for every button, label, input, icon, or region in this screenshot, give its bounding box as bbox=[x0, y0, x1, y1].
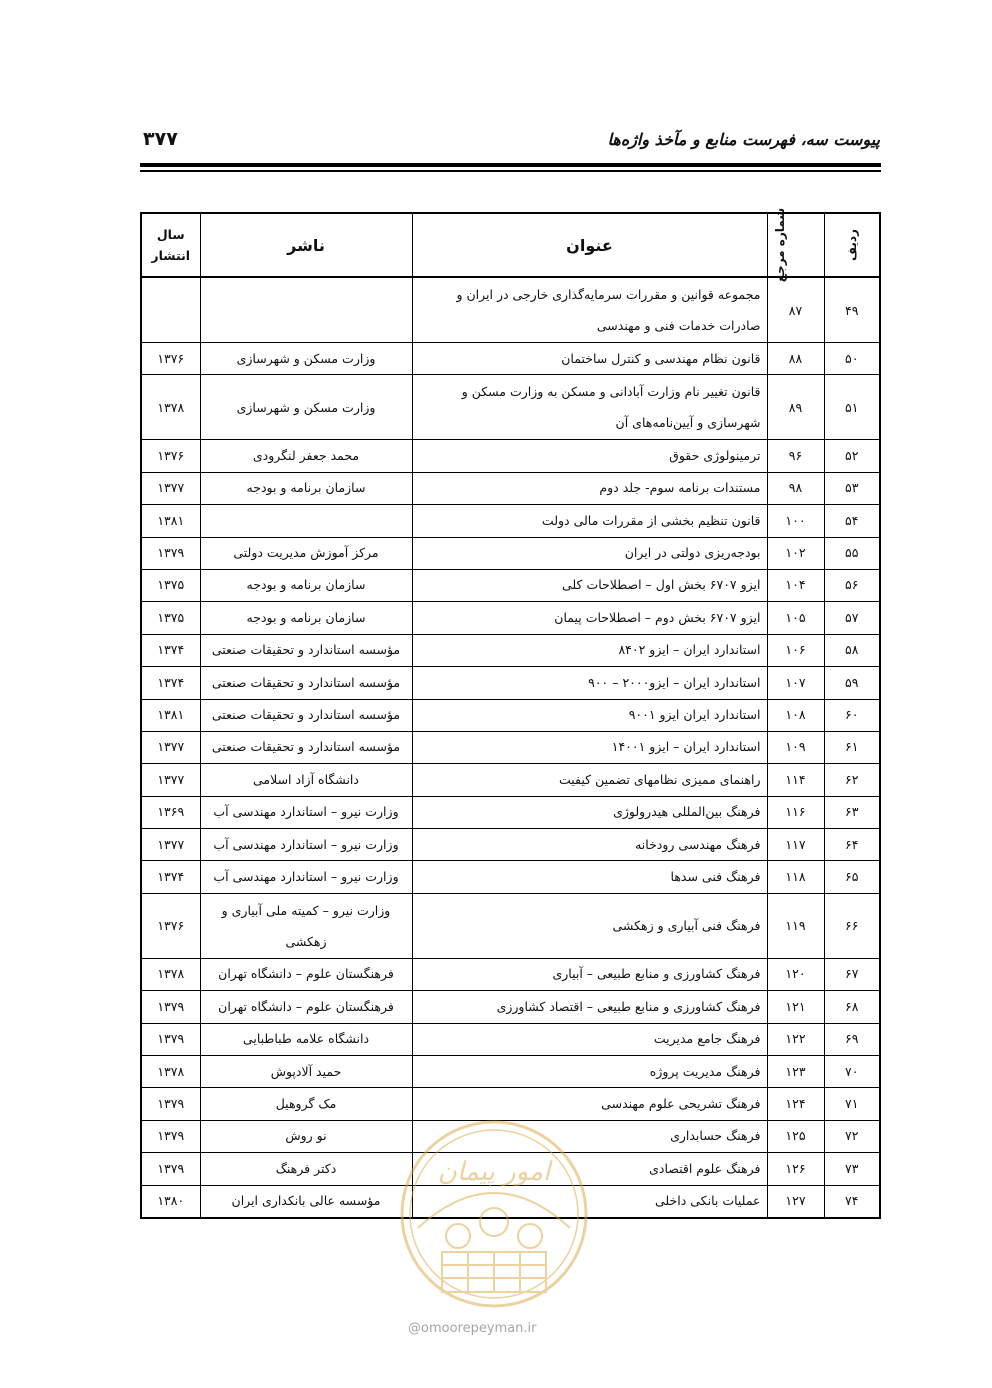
table-row bbox=[141, 277, 880, 343]
cell-title: فرهنگ علوم اقتصادی bbox=[412, 1153, 767, 1185]
cell-ref-number: ۱۰۲ bbox=[767, 537, 824, 569]
table-row bbox=[141, 1120, 880, 1152]
table-row bbox=[141, 1056, 880, 1088]
cell-ref-number: ۱۰۵ bbox=[767, 602, 824, 634]
cell-year: ۱۳۷۴ bbox=[141, 667, 200, 699]
column-header-ref: شماره مرجع bbox=[767, 213, 824, 277]
cell-ref-number: ۱۲۷ bbox=[767, 1185, 824, 1218]
table-row bbox=[141, 634, 880, 666]
cell-title: فرهنگ فنی سدها bbox=[412, 861, 767, 893]
cell-title: ایزو ۶۷۰۷ بخش دوم – اصطلاحات پیمان bbox=[412, 602, 767, 634]
cell-title: قانون نظام مهندسی و کنترل ساختمان bbox=[412, 343, 767, 375]
cell-row-number: ۶۳ bbox=[824, 796, 880, 828]
cell-title: استاندارد ایران – ایزو ۸۴۰۲ bbox=[412, 634, 767, 666]
cell-ref-number: ۱۰۰ bbox=[767, 505, 824, 537]
cell-title: فرهنگ مدیریت پروژه bbox=[412, 1056, 767, 1088]
cell-year: ۱۳۷۹ bbox=[141, 537, 200, 569]
cell-year: ۱۳۷۹ bbox=[141, 991, 200, 1023]
cell-year: ۱۳۷۹ bbox=[141, 1120, 200, 1152]
cell-row-number: ۶۰ bbox=[824, 699, 880, 731]
cell-year: ۱۳۷۷ bbox=[141, 731, 200, 763]
cell-publisher: وزارت نیرو – استاندارد مهندسی آب bbox=[200, 861, 412, 893]
cell-year: ۱۳۷۸ bbox=[141, 1056, 200, 1088]
cell-row-number: ۶۸ bbox=[824, 991, 880, 1023]
cell-ref-number: ۱۰۷ bbox=[767, 667, 824, 699]
cell-title: عملیات بانکی داخلی bbox=[412, 1185, 767, 1218]
cell-row-number: ۵۵ bbox=[824, 537, 880, 569]
cell-row-number: ۵۲ bbox=[824, 440, 880, 472]
cell-year: ۱۳۷۶ bbox=[141, 893, 200, 958]
cell-title: ترمینولوژی حقوق bbox=[412, 440, 767, 472]
cell-row-number: ۷۲ bbox=[824, 1120, 880, 1152]
cell-year: ۱۳۷۴ bbox=[141, 634, 200, 666]
header-rule-thick bbox=[140, 163, 881, 167]
cell-year: ۱۳۷۷ bbox=[141, 829, 200, 861]
table-row bbox=[141, 602, 880, 634]
cell-year: ۱۳۷۸ bbox=[141, 375, 200, 440]
running-title: پیوست سه، فهرست منابع و مآخذ واژه‌ها bbox=[607, 130, 880, 149]
cell-row-number: ۷۰ bbox=[824, 1056, 880, 1088]
cell-year: ۱۳۸۱ bbox=[141, 699, 200, 731]
cell-title: استاندارد ایران – ایزو۲۰۰۰ – ۹۰۰ bbox=[412, 667, 767, 699]
table-row bbox=[141, 1023, 880, 1055]
table-row bbox=[141, 1185, 880, 1218]
table-row bbox=[141, 1088, 880, 1120]
cell-ref-number: ۱۰۸ bbox=[767, 699, 824, 731]
cell-publisher: وزارت نیرو – استاندارد مهندسی آب bbox=[200, 829, 412, 861]
table-row bbox=[141, 343, 880, 375]
cell-publisher: مؤسسه استاندارد و تحقیقات صنعتی bbox=[200, 699, 412, 731]
cell-ref-number: ۱۱۸ bbox=[767, 861, 824, 893]
cell-publisher bbox=[200, 505, 412, 537]
table-row bbox=[141, 505, 880, 537]
cell-title: فرهنگ کشاورزی و منابع طبیعی – آبیاری bbox=[412, 958, 767, 990]
cell-publisher: سازمان برنامه و بودجه bbox=[200, 569, 412, 601]
cell-title: فرهنگ بین‌المللی هیدرولوژی bbox=[412, 796, 767, 828]
cell-publisher: نو روش bbox=[200, 1120, 412, 1152]
cell-year: ۱۳۶۹ bbox=[141, 796, 200, 828]
cell-title: استاندارد ایران – ایزو ۱۴۰۰۱ bbox=[412, 731, 767, 763]
cell-publisher: حمید آلادپوش bbox=[200, 1056, 412, 1088]
cell-ref-number: ۱۱۴ bbox=[767, 764, 824, 796]
cell-ref-number: ۱۰۹ bbox=[767, 731, 824, 763]
cell-year: ۱۳۷۶ bbox=[141, 440, 200, 472]
cell-ref-number: ۱۲۳ bbox=[767, 1056, 824, 1088]
column-header-year-line1: سال bbox=[156, 227, 185, 242]
cell-ref-number: ۱۲۵ bbox=[767, 1120, 824, 1152]
cell-title: فرهنگ فنی آبیاری و زهکشی bbox=[412, 893, 767, 958]
column-header-year bbox=[141, 213, 200, 277]
cell-publisher: فرهنگستان علوم – دانشگاه تهران bbox=[200, 958, 412, 990]
cell-publisher: دکتر فرهنگ bbox=[200, 1153, 412, 1185]
cell-row-number: ۶۶ bbox=[824, 893, 880, 958]
cell-title: فرهنگ مهندسی رودخانه bbox=[412, 829, 767, 861]
cell-row-number: ۶۵ bbox=[824, 861, 880, 893]
cell-row-number: ۷۱ bbox=[824, 1088, 880, 1120]
cell-publisher: سازمان برنامه و بودجه bbox=[200, 602, 412, 634]
cell-row-number: ۵۰ bbox=[824, 343, 880, 375]
table-row bbox=[141, 472, 880, 504]
watermark-site bbox=[408, 1321, 536, 1336]
cell-row-number: ۶۲ bbox=[824, 764, 880, 796]
cell-title: فرهنگ تشریحی علوم مهندسی bbox=[412, 1088, 767, 1120]
cell-year: ۱۳۷۸ bbox=[141, 958, 200, 990]
cell-publisher: دانشگاه علامه طباطبایی bbox=[200, 1023, 412, 1055]
cell-ref-number: ۸۸ bbox=[767, 343, 824, 375]
cell-ref-number: ۱۱۷ bbox=[767, 829, 824, 861]
watermark-site-text: omoorepeyman.ir bbox=[421, 1321, 537, 1336]
cell-publisher: وزارت مسکن و شهرسازی bbox=[200, 343, 412, 375]
cell-ref-number: ۱۱۹ bbox=[767, 893, 824, 958]
cell-title: فرهنگ کشاورزی و منابع طبیعی – اقتصاد کشاورزی bbox=[412, 991, 767, 1023]
table-row bbox=[141, 893, 880, 958]
cell-publisher: مؤسسه استاندارد و تحقیقات صنعتی bbox=[200, 634, 412, 666]
cell-publisher: وزارت مسکن و شهرسازی bbox=[200, 375, 412, 440]
column-header-title: عنوان bbox=[412, 213, 767, 277]
cell-row-number: ۵۳ bbox=[824, 472, 880, 504]
column-header-year-line2: انتشار bbox=[151, 248, 191, 263]
cell-ref-number: ۱۱۶ bbox=[767, 796, 824, 828]
cell-ref-number: ۱۲۶ bbox=[767, 1153, 824, 1185]
cell-publisher: وزارت نیرو – کمیته ملی آبیاری و زهکشی bbox=[200, 893, 412, 958]
cell-title: بودجه‌ریزی دولتی در ایران bbox=[412, 537, 767, 569]
cell-ref-number: ۱۲۴ bbox=[767, 1088, 824, 1120]
cell-ref-number: ۹۶ bbox=[767, 440, 824, 472]
table-row bbox=[141, 764, 880, 796]
table-row bbox=[141, 569, 880, 601]
cell-year: ۱۳۷۵ bbox=[141, 569, 200, 601]
table-row bbox=[141, 796, 880, 828]
table-row bbox=[141, 829, 880, 861]
cell-row-number: ۶۷ bbox=[824, 958, 880, 990]
cell-year: ۱۳۷۵ bbox=[141, 602, 200, 634]
cell-publisher: مؤسسه عالی بانکداری ایران bbox=[200, 1185, 412, 1218]
cell-year bbox=[141, 277, 200, 343]
cell-title: مستندات برنامه سوم- جلد دوم bbox=[412, 472, 767, 504]
cell-title: ایزو ۶۷۰۷ بخش اول – اصطلاحات کلی bbox=[412, 569, 767, 601]
cell-ref-number: ۹۸ bbox=[767, 472, 824, 504]
cell-ref-number: ۱۲۱ bbox=[767, 991, 824, 1023]
cell-publisher: مؤسسه استاندارد و تحقیقات صنعتی bbox=[200, 667, 412, 699]
cell-row-number: ۶۱ bbox=[824, 731, 880, 763]
table-row bbox=[141, 440, 880, 472]
cell-ref-number: ۱۰۶ bbox=[767, 634, 824, 666]
cell-year: ۱۳۷۷ bbox=[141, 764, 200, 796]
cell-year: ۱۳۷۹ bbox=[141, 1153, 200, 1185]
table-row bbox=[141, 699, 880, 731]
cell-year: ۱۳۷۴ bbox=[141, 861, 200, 893]
cell-publisher: سازمان برنامه و بودجه bbox=[200, 472, 412, 504]
cell-title: استاندارد ایران ایزو ۹۰۰۱ bbox=[412, 699, 767, 731]
cell-title: فرهنگ جامع مدیریت bbox=[412, 1023, 767, 1055]
cell-title: قانون تنظیم بخشی از مقررات مالی دولت bbox=[412, 505, 767, 537]
cell-year: ۱۳۷۷ bbox=[141, 472, 200, 504]
cell-publisher: وزارت نیرو – استاندارد مهندسی آب bbox=[200, 796, 412, 828]
table-row bbox=[141, 958, 880, 990]
references-table bbox=[140, 207, 881, 1219]
cell-row-number: ۴۹ bbox=[824, 277, 880, 343]
cell-title: قانون تغییر نام وزارت آبادانی و مسکن به وزارت مسکن و شهرسازی و آیین‌نامه‌های آن bbox=[412, 375, 767, 440]
watermark-text: امور پیمان bbox=[437, 1157, 551, 1187]
cell-publisher: مک گروهیل bbox=[200, 1088, 412, 1120]
cell-row-number: ۶۴ bbox=[824, 829, 880, 861]
table-row bbox=[141, 375, 880, 440]
table-row bbox=[141, 537, 880, 569]
cell-row-number: ۶۹ bbox=[824, 1023, 880, 1055]
cell-year: ۱۳۷۹ bbox=[141, 1088, 200, 1120]
cell-row-number: ۷۴ bbox=[824, 1185, 880, 1218]
at-icon: @ bbox=[408, 1321, 421, 1336]
cell-row-number: ۷۳ bbox=[824, 1153, 880, 1185]
cell-ref-number: ۸۷ bbox=[767, 277, 824, 343]
cell-row-number: ۵۸ bbox=[824, 634, 880, 666]
table-header-row bbox=[141, 213, 880, 277]
column-header-row: ردیف bbox=[824, 213, 880, 277]
cell-year: ۱۳۸۱ bbox=[141, 505, 200, 537]
table-row bbox=[141, 861, 880, 893]
cell-publisher bbox=[200, 277, 412, 343]
cell-year: ۱۳۷۹ bbox=[141, 1023, 200, 1055]
cell-ref-number: ۱۲۲ bbox=[767, 1023, 824, 1055]
cell-publisher: دانشگاه آزاد اسلامی bbox=[200, 764, 412, 796]
table-row bbox=[141, 1153, 880, 1185]
cell-row-number: ۵۷ bbox=[824, 602, 880, 634]
cell-row-number: ۵۴ bbox=[824, 505, 880, 537]
cell-row-number: ۵۱ bbox=[824, 375, 880, 440]
column-header-publisher: ناشر bbox=[200, 213, 412, 277]
cell-title: فرهنگ حسابداری bbox=[412, 1120, 767, 1152]
cell-title: مجموعه قوانین و مقررات سرمایه‌گذاری خارجی در ایران و صادرات خدمات فنی و مهندسی bbox=[412, 277, 767, 343]
cell-year: ۱۳۸۰ bbox=[141, 1185, 200, 1218]
cell-publisher: مؤسسه استاندارد و تحقیقات صنعتی bbox=[200, 731, 412, 763]
page-number: ۳۷۷ bbox=[143, 128, 178, 150]
cell-publisher: محمد جعفر لنگرودی bbox=[200, 440, 412, 472]
header-rule-thin bbox=[140, 170, 881, 172]
cell-title: راهنمای ممیزی نظامهای تضمین کیفیت bbox=[412, 764, 767, 796]
table-row bbox=[141, 991, 880, 1023]
cell-ref-number: ۸۹ bbox=[767, 375, 824, 440]
cell-publisher: فرهنگستان علوم – دانشگاه تهران bbox=[200, 991, 412, 1023]
table-row bbox=[141, 667, 880, 699]
table-row bbox=[141, 731, 880, 763]
cell-row-number: ۵۹ bbox=[824, 667, 880, 699]
cell-ref-number: ۱۲۰ bbox=[767, 958, 824, 990]
cell-row-number: ۵۶ bbox=[824, 569, 880, 601]
table-body bbox=[141, 277, 880, 1218]
cell-ref-number: ۱۰۴ bbox=[767, 569, 824, 601]
cell-publisher: مرکز آموزش مدیریت دولتی bbox=[200, 537, 412, 569]
cell-year: ۱۳۷۶ bbox=[141, 343, 200, 375]
